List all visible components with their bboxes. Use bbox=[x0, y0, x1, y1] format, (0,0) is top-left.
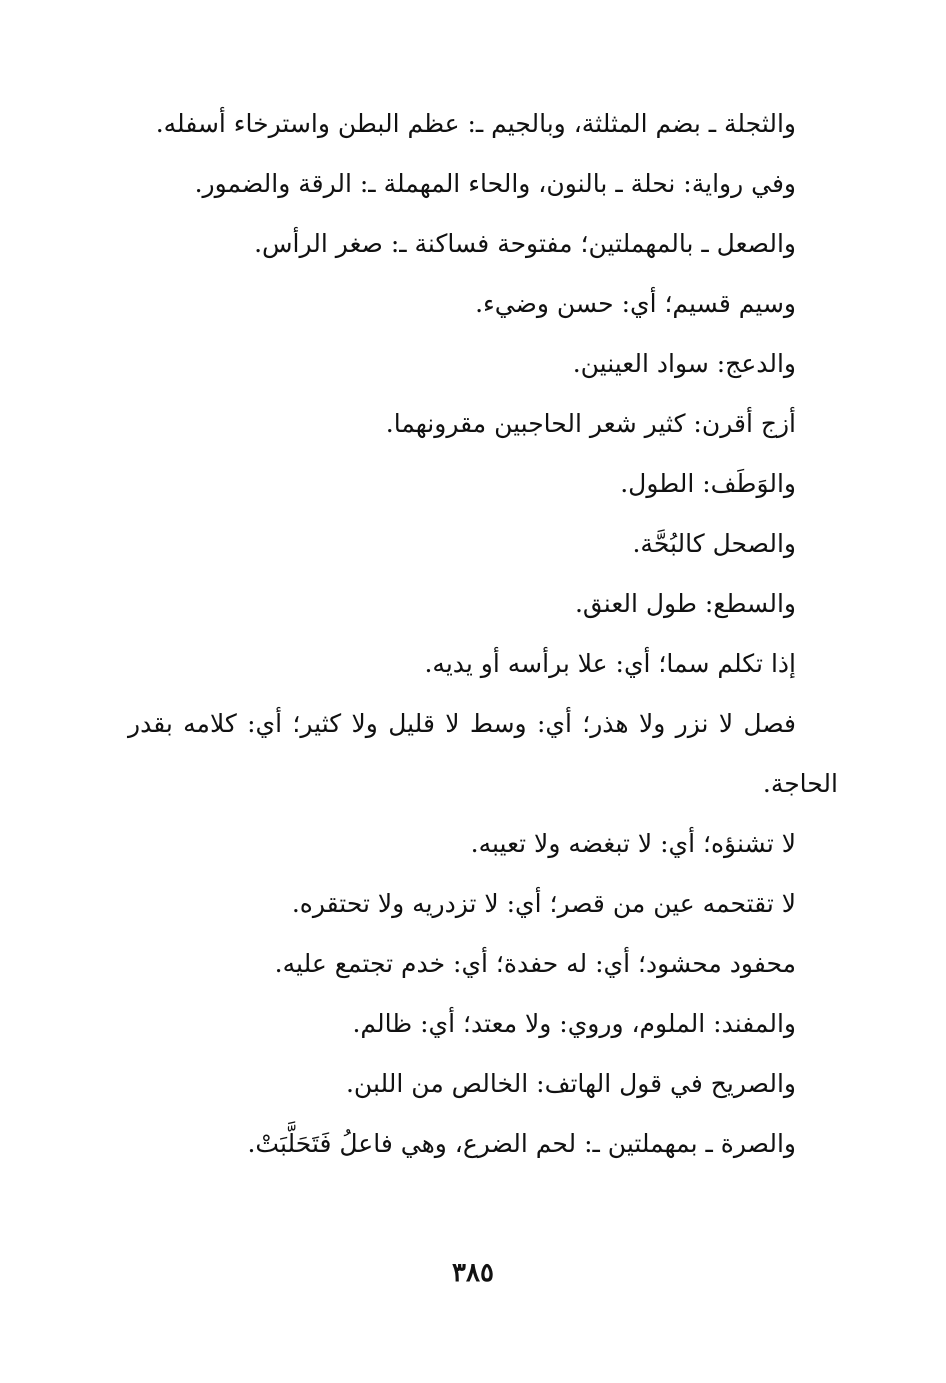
page-number: ٣٨٥ bbox=[452, 1258, 494, 1288]
paragraph: والوَطَف: الطول. bbox=[620, 469, 796, 498]
paragraph: والصحل كالبُحَّة. bbox=[632, 529, 796, 558]
body-text bbox=[128, 94, 838, 1174]
paragraph: وفي رواية: نحلة ـ بالنون، والحاء المهملة ـ: الرقة والضمور. bbox=[194, 169, 796, 198]
paragraph: وسيم قسيم؛ أي: حسن وضيء. bbox=[475, 289, 796, 318]
paragraph: فصل لا نزر ولا هذر؛ أي: وسط لا قليل ولا كثير؛ أي: كلامه بقدر الحاجة. bbox=[128, 709, 838, 798]
paragraph: محفود محشود؛ أي: له حفدة؛ أي: خدم تجتمع عليه. bbox=[274, 949, 796, 978]
paragraph: إذا تكلم سما؛ أي: علا برأسه أو يديه. bbox=[424, 649, 796, 678]
paragraph: والمفند: الملوم، وروي: ولا معتد؛ أي: ظالم. bbox=[352, 1009, 796, 1038]
paragraph: لا تقتحمه عين من قصر؛ أي: لا تزدريه ولا تحتقره. bbox=[291, 889, 796, 918]
paragraph: والصعل ـ بالمهملتين؛ مفتوحة فساكنة ـ: صغر الرأس. bbox=[254, 229, 796, 258]
paragraph: والدعج: سواد العينين. bbox=[572, 349, 796, 378]
paragraph: لا تشنؤه؛ أي: لا تبغضه ولا تعيبه. bbox=[470, 829, 796, 858]
paragraph: والصرة ـ بمهملتين ـ: لحم الضرع، وهي فاعلُ فَتَحَلَّبَتْ. bbox=[247, 1129, 796, 1158]
paragraph: أزج أقرن: كثير شعر الحاجبين مقرونهما. bbox=[385, 409, 796, 438]
paragraph: والسطع: طول العنق. bbox=[574, 589, 796, 618]
paragraph: والثجلة ـ بضم المثلثة، وبالجيم ـ: عظم البطن واسترخاء أسفله. bbox=[155, 109, 796, 138]
paragraph: والصريح في قول الهاتف: الخالص من اللبن. bbox=[345, 1069, 796, 1098]
